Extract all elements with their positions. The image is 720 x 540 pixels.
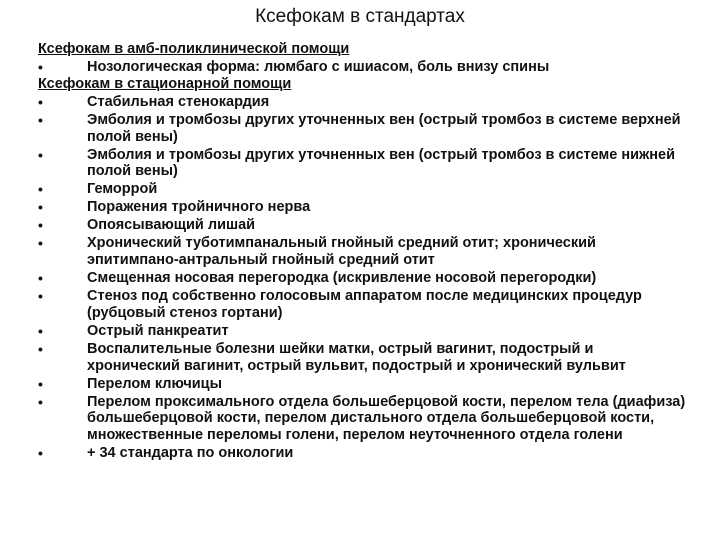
bullet-icon: • <box>38 375 43 392</box>
list-item <box>38 217 688 234</box>
list-item-text: Перелом проксимального отдела большеберцовой кости, перелом тела (диафиза) большеберцовой кости, перелом дистального отдела большеберцовой кости, множественные переломы голени, перелом неуточненного отдела голени <box>87 393 686 444</box>
list-item-text: Эмболия и тромбозы других уточненных вен (острый тромбоз в системе нижней полой вены) <box>87 146 676 180</box>
list-item <box>38 341 688 375</box>
bullet-icon: • <box>38 217 43 234</box>
list-item-text: Поражения тройничного нерва <box>87 199 311 216</box>
list-item <box>38 394 688 444</box>
bullet-icon: • <box>38 340 43 357</box>
list-item-text: Геморрой <box>87 181 158 198</box>
list-item-text: Хронический туботимпанальный гнойный средний отит; хронический эпитимпано-антральный гнойный средний отит <box>87 235 596 269</box>
list-item <box>38 199 688 216</box>
bullet-icon: • <box>38 288 43 305</box>
list-item <box>38 112 688 146</box>
outpatient-list <box>38 59 688 76</box>
list-item <box>38 94 688 111</box>
list-item <box>38 445 688 462</box>
inpatient-list <box>38 94 688 462</box>
list-item <box>38 59 688 76</box>
bullet-icon: • <box>38 199 43 216</box>
list-item <box>38 270 688 287</box>
bullet-icon: • <box>38 93 43 110</box>
list-item-text: Острый панкреатит <box>87 322 229 339</box>
list-item-text: Нозологическая форма: люмбаго с ишиасом, боль внизу спины <box>87 58 550 75</box>
section-heading-outpatient: Ксефокам в амб-поликлинической помощи <box>38 41 350 57</box>
list-item-text: + 34 стандарта по онкологии <box>87 445 294 462</box>
list-item-text: Эмболия и тромбозы других уточненных вен (острый тромбоз в системе верхней полой вены) <box>87 111 681 145</box>
slide-content <box>38 41 688 462</box>
list-item-text: Стеноз под собственно голосовым аппаратом после медицинских процедур (рубцовый стеноз гортани) <box>87 288 642 321</box>
list-item <box>38 376 688 393</box>
bullet-icon: • <box>38 111 43 128</box>
list-item <box>38 288 688 322</box>
list-item <box>38 235 688 269</box>
slide-title: Ксефокам в стандартах <box>255 6 465 27</box>
bullet-icon: • <box>38 146 43 163</box>
bullet-icon: • <box>38 235 43 252</box>
list-item-text: Воспалительные болезни шейки матки, острый вагинит, подострый и хронический вагинит, острый вульвит, подострый и хронический вульвит <box>87 340 626 374</box>
bullet-icon: • <box>38 322 43 339</box>
list-item-text: Опоясывающий лишай <box>87 217 256 234</box>
bullet-icon: • <box>38 393 43 410</box>
list-item-text: Смещенная носовая перегородка (искривление носовой перегородки) <box>87 270 597 287</box>
list-item-text: Перелом ключицы <box>87 375 222 392</box>
bullet-icon: • <box>38 445 43 462</box>
list-item <box>38 147 688 181</box>
section-heading-inpatient: Ксефокам в стационарной помощи <box>38 75 292 92</box>
bullet-icon: • <box>38 181 43 198</box>
bullet-icon: • <box>38 58 43 75</box>
list-item <box>38 181 688 198</box>
list-item <box>38 323 688 340</box>
list-item-text: Стабильная стенокардия <box>87 93 270 110</box>
bullet-icon: • <box>38 270 43 287</box>
